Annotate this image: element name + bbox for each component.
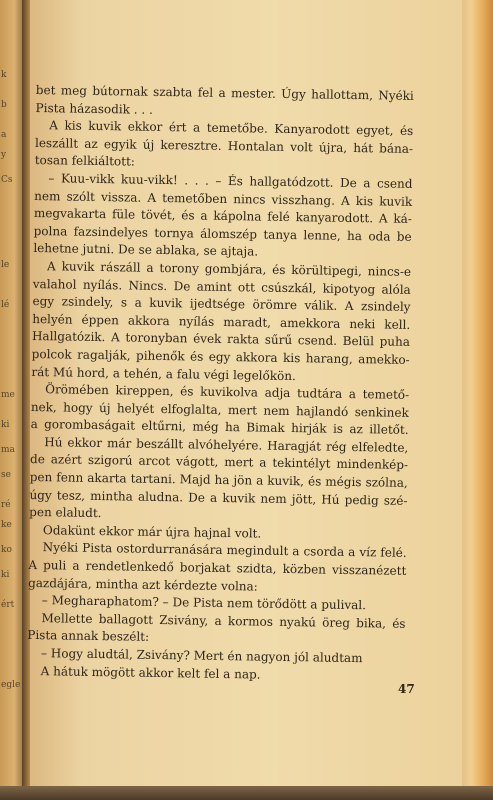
text-line: leszállt az egyik új keresztre. Hontalan volt újra, hát bána- (34, 135, 414, 156)
facing-page-fragment: ki (1, 420, 10, 430)
text-line: Odakünt ekkor már újra hajnal volt. (42, 523, 262, 541)
page-number: 47 (398, 682, 415, 696)
facing-page-fragment: ko (1, 545, 12, 555)
facing-page-fragment: a (1, 130, 7, 140)
facing-page-fragment: ré (1, 500, 11, 510)
text-line: A hátuk mögött akkor kelt fel a nap. (40, 663, 261, 682)
text-line: Pista annak beszélt: (27, 628, 150, 645)
text-line: egy zsindely, s a kuvik ijedtsége örömre válik. A zsindely (32, 294, 411, 315)
facing-page-fragment: ke (1, 520, 12, 530)
text-line: helyén éppen akkora nyílás maradt, amekkora neki kell. (32, 311, 411, 332)
text-line: Hú ekkor már beszállt alvóhelyére. Haragját rég elfeledte, (44, 435, 409, 455)
facing-page-fragment: lé (1, 300, 10, 310)
text-line: úgy tesz, mintha aludna. De a kuvik nem jött, Hú pedig szé- (29, 487, 408, 508)
facing-page-fragment: le (1, 260, 10, 270)
facing-page-fragment: Cs (1, 175, 13, 185)
page-text (27, 82, 414, 686)
text-line: a gorombaságait eltűrni, még ha Bimak hirják is az illetőt. (30, 417, 409, 438)
text-line: A kis kuvik ekkor ért a temetőbe. Kanyarodott egyet, és (49, 118, 414, 139)
text-line: bet meg bútornak szabta fel a mester. Úgy hallottam, Nyéki (35, 82, 414, 103)
text-line: Hallgatózik. A toronyban évek rakta sűrű csend. Belül puha (31, 329, 411, 350)
text-line: megvakarta füle tövét, és a kápolna felé kanyarodott. A ká- (33, 206, 413, 227)
text-line: gazdájára, mintha azt kérdezte volna: (28, 575, 258, 594)
text-line: nek, hogy új helyét elfoglalta, mert nem hajlandó senkinek (30, 399, 409, 420)
facing-page-fragment: egle (1, 680, 21, 690)
text-line: – Megharaphatom? – De Pista nem törődött a pulival. (41, 593, 367, 613)
text-line: Mellette ballagott Zsivány, a kormos nyakú öreg bika, és (41, 610, 406, 631)
facing-page-fragment: ma (1, 445, 15, 455)
text-line: A kuvik rászáll a torony gombjára, és körültipegi, nincs-e (46, 259, 412, 279)
facing-page-fragment: y (1, 150, 7, 160)
text-line: pen fenn akarta tartani. Majd ha jön a kuvik, és mégis szólna, (29, 470, 408, 490)
text-line: A puli a rendetlenkedő borjakat szidta, közben visszanézett (28, 557, 407, 578)
text-line: tosan felkiáltott: (34, 153, 135, 169)
text-line: – Hogy aludtál, Zsivány? Mert én nagyon jól aludtam (40, 646, 363, 666)
text-line: nem szólt vissza. A temetőben nincs visszhang. A kis kuvik (34, 188, 413, 209)
background-surface (0, 786, 493, 800)
facing-page-fragment: k (1, 70, 7, 80)
facing-page-fragment: b (1, 100, 7, 110)
text-line: de azért szigorú arcot vágott, mert a tekintélyt mindenkép- (29, 452, 409, 473)
text-line: Örömében kireppen, és kuvikolva adja tudtára a temető- (45, 382, 410, 402)
text-line: – Kuu-vikk kuu-vikk! . . . – És hallgatódzott. De a csend (48, 171, 413, 191)
facing-page-fragment: ki (1, 570, 10, 580)
text-line: lehetne jutni. De se ablaka, se ajtaja. (33, 241, 259, 259)
facing-page-fragment: se (1, 470, 11, 480)
text-line: valahol nyílás. Nincs. De amint ott csúszkál, kipotyog alóla (32, 276, 411, 297)
text-line: pen elaludt. (29, 505, 102, 521)
facing-page-fragment: ért (1, 600, 15, 610)
page-edges (462, 0, 493, 800)
text-line: Nyéki Pista ostordurranására megindult a csorda a víz felé. (42, 540, 407, 561)
text-line: polcok ragalják, pihenők és egy akkora kis harang, amekko- (31, 346, 410, 367)
facing-page-fragment: me (1, 390, 15, 400)
text-line: rát Mú hord, a tehén, a falu végi legelőkön. (31, 364, 296, 383)
text-line: polna fazsindelyes tornya álomszép tanya lenne, ha oda be (33, 223, 412, 244)
text-line: Pista házasodik . . . (35, 100, 153, 117)
